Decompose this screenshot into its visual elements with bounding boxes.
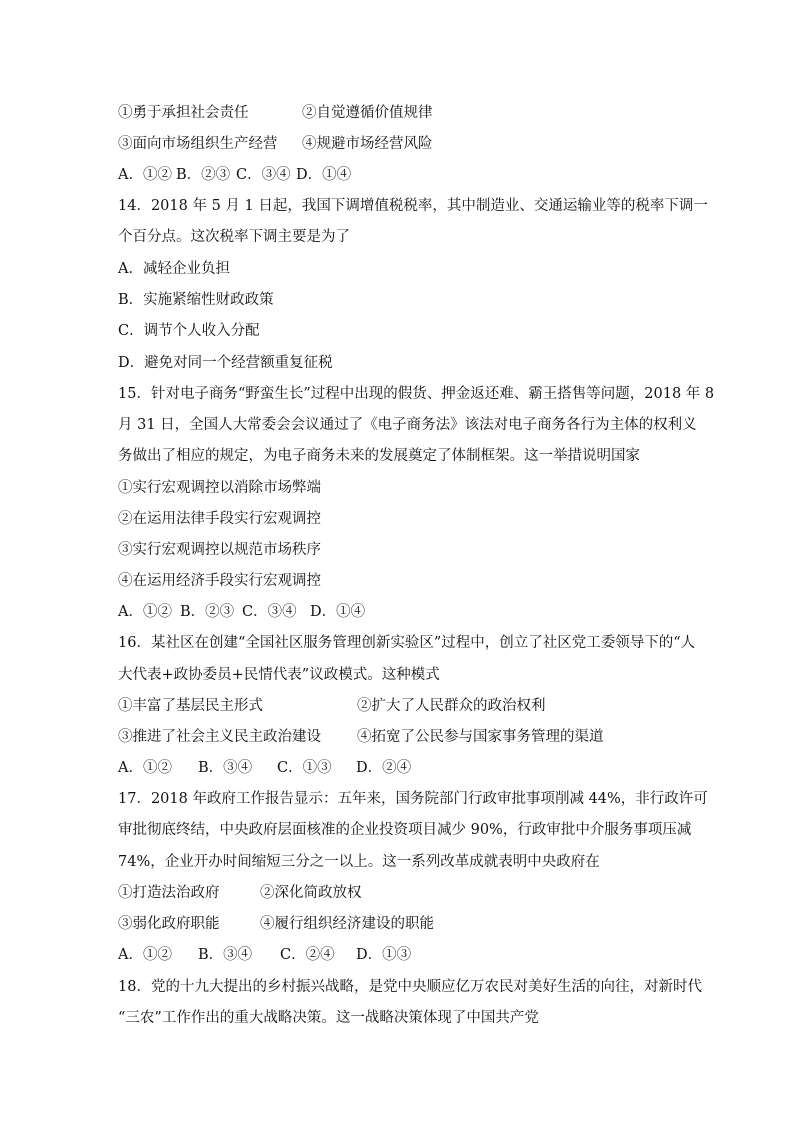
q16-option-2: ②扩大了人民群众的政治权利 <box>357 698 546 714</box>
q16-options-row2 <box>118 727 604 747</box>
q14-option-a: A．减轻企业负担 <box>118 261 230 277</box>
q14-stem-line2: 个百分点。这次税率下调主要是为了 <box>118 229 350 245</box>
q16-choice-d: D．②④ <box>356 760 412 776</box>
q15-stem-line2: 月 31 日，全国人大常委会会议通过了《电子商务法》该法对电子商务各行为主体的权利义 <box>118 417 697 433</box>
q15-choice-c: C．③④ <box>242 604 297 620</box>
q17-choices <box>118 945 411 965</box>
q13-options-row2 <box>118 134 433 154</box>
q17-choice-d: D．①③ <box>356 947 412 963</box>
q17-option-1: ①打造法治政府 <box>118 885 220 901</box>
q15-option-4: ④在运用经济手段实行宏观调控 <box>118 573 321 589</box>
q15-stem-line3: 务做出了相应的规定，为电子商务未来的发展奠定了体制框架。这一举措说明国家 <box>118 448 640 464</box>
q17-choice-c: C．②④ <box>280 947 335 963</box>
q16-options-row1 <box>118 696 546 716</box>
q18-stem-line1: 18．党的十九大提出的乡村振兴战略，是党中央顺应亿万农民对美好生活的向往，对新时代 <box>118 979 702 995</box>
q14-option-d: D．避免对同一个经营额重复征税 <box>118 355 333 371</box>
q17-option-3: ③弱化政府职能 <box>118 916 220 932</box>
q13-option-1: ①勇于承担社会责任 <box>118 105 249 121</box>
q14-option-c: C．调节个人收入分配 <box>118 323 260 339</box>
q16-choice-c: C．①③ <box>277 760 332 776</box>
q17-options-row2 <box>118 914 434 934</box>
q16-stem-line1: 16．某社区在创建“全国社区服务管理创新实验区”过程中，创立了社区党工委领导下的“人 <box>118 635 696 651</box>
q13-option-4: ④规避市场经营风险 <box>302 136 433 152</box>
q13-choices <box>118 165 351 185</box>
q13-option-2: ②自觉遵循价值规律 <box>302 105 433 121</box>
q14-option-b: B．实施紧缩性财政政策 <box>118 292 274 308</box>
q15-choices <box>118 602 365 622</box>
q15-stem-line1: 15．针对电子商务“野蛮生长”过程中出现的假货、押金返还难、霸王搭售等问题，2018 年 8 <box>118 386 715 402</box>
q18-stem-line2: “三农”工作作出的重大战略决策。这一战略决策体现了中国共产党 <box>118 1010 539 1026</box>
q17-option-4: ④履行组织经济建设的职能 <box>260 916 434 932</box>
q17-stem-line2: 审批彻底终结，中央政府层面核准的企业投资项目减少 90%，行政审批中介服务事项压减 <box>118 822 692 838</box>
q13-choice-b: B．②③ <box>176 167 231 183</box>
q17-options-row1 <box>118 883 362 903</box>
q13-choice-c: C．③④ <box>236 167 291 183</box>
q16-choice-b: B．③④ <box>198 760 253 776</box>
q17-stem-line1: 17．2018 年政府工作报告显示：五年来，国务院部门行政审批事项削减 44%，非行政许可 <box>118 791 708 807</box>
q16-stem-line2: 大代表+政协委员+民情代表”议政模式。这种模式 <box>118 667 440 683</box>
q15-option-3: ③实行宏观调控以规范市场秩序 <box>118 542 321 558</box>
q16-choices <box>118 758 411 778</box>
q16-option-1: ①丰富了基层民主形式 <box>118 698 263 714</box>
q16-choice-a: A．①② <box>118 760 172 776</box>
q15-option-2: ②在运用法律手段实行宏观调控 <box>118 511 321 527</box>
q13-choice-a: A．①② <box>118 167 172 183</box>
q13-options-row1 <box>118 103 433 123</box>
q15-option-1: ①实行宏观调控以消除市场弊端 <box>118 480 321 496</box>
q15-choice-d: D．①④ <box>310 604 366 620</box>
q17-choice-a: A．①② <box>118 947 172 963</box>
q17-stem-line3: 74%，企业开办时间缩短三分之一以上。这一系列改革成就表明中央政府在 <box>118 854 600 870</box>
q13-option-3: ③面向市场组织生产经营 <box>118 136 278 152</box>
q15-choice-a: A．①② <box>118 604 172 620</box>
q16-option-3: ③推进了社会主义民主政治建设 <box>118 729 321 745</box>
q16-option-4: ④拓宽了公民参与国家事务管理的渠道 <box>357 729 604 745</box>
q17-choice-b: B．③④ <box>198 947 253 963</box>
q17-option-2: ②深化简政放权 <box>260 885 362 901</box>
q14-stem-line1: 14．2018 年 5 月 1 日起，我国下调增值税税率，其中制造业、交通运输业等的税率下调一 <box>118 198 708 214</box>
q15-choice-b: B．②③ <box>180 604 235 620</box>
q13-choice-d: D．①④ <box>296 167 352 183</box>
